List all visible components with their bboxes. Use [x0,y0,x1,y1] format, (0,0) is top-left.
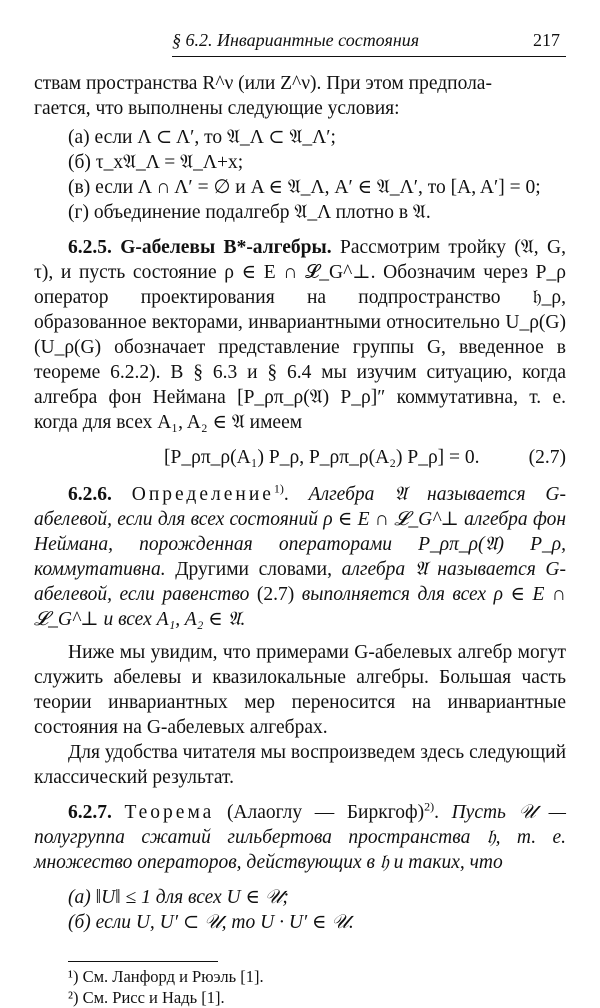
theorem-text: Пусть 𝒰 — полугруппа сжатий гильбертова пространства 𝔥, т. е. множество операторов, действующих в 𝔥 и таких, что [34,802,567,873]
condition-c: (в) если Λ ∩ Λ′ = ∅ и A ∈ 𝔄_Λ, A′ ∈ 𝔄_Λ′, то [A, A′] = 0; [68,177,541,198]
condition-a: (а) если Λ ⊂ Λ′, то 𝔄_Λ ⊂ 𝔄_Λ′; [68,127,336,148]
section-6-2-5 [34,235,566,435]
theorem-condition-a: (а) ‖U‖ ≤ 1 для всех U ∈ 𝒰; [68,887,289,908]
section-text-1: Рассмотрим тройку [340,237,506,258]
definition-label: Определение [131,484,274,505]
footnote-1: ¹) См. Ланфорд и Рюэль [1]. [68,967,264,986]
footnote-2: ²) См. Рисс и Надь [1]. [68,988,225,1007]
paragraph-reader: Для удобства читателя мы воспроизведем здесь следующий классический результат. [34,742,566,788]
paragraph-below: Ниже мы увидим, что примерами G-абелевых алгебр могут служить абелевы и квазилокальные алгебры. Большая часть теории инвариантных мер переносится на инвариантные состояния на G-абелевых алгебрах. [34,642,566,738]
equation-body: [P_ρπ_ρ(A₁) P_ρ, P_ρπ_ρ(A₂) P_ρ] = 0. [164,447,480,468]
theorem-condition-b: (б) если U, U′ ⊂ 𝒰, то U · U′ ∈ 𝒰. [68,912,354,933]
section-number: 6.2.5. [68,237,112,258]
definition-text-2: алгебра 𝔄 называется G-абелевой, если равенство [34,559,567,605]
definition-text: Алгебра 𝔄 называется G-абелевой, если для всех состояний ρ ∈ E ∩ 𝓛_G^⊥ алгебра фон Неймана, порожденная операторами P_ρπ_ρ(𝔄) P_ρ, коммутативна. [34,484,567,580]
footnote-mark-1: 1) [273,481,284,496]
equation-number: (2.7) [528,447,566,468]
header-title: § 6.2. Инвариантные состояния [172,30,420,50]
intro-line-1: ствам пространства R^ν (или Z^ν). При этом предпола- [34,73,492,94]
page-number: 217 [533,30,560,50]
section-text-3: через P_ρ оператор проектирования на подпространство 𝔥_ρ, образованное векторами, инвариантными относительно U_ρ(G) (U_ρ(G) обозначает представление группы G, введенное в теореме 6.2.2). В § 6.3 и § 6.4 мы изучим ситуацию, когда алгебра фон Неймана [P_ρπ_ρ(𝔄) P_ρ]″ коммутативна, т. е. когда для всех A₁, A₂ ∈ 𝔄 имеем [34,262,566,433]
condition-b: (б) τ_x𝔄_Λ = 𝔄_Λ+x; [68,152,244,173]
theorem-conditions [34,885,566,935]
equation-reference: (2.7) [256,584,295,605]
header-rule [172,56,566,57]
footnote-mark-2: 2) [424,799,435,814]
intro-paragraph [34,71,566,121]
section-6-2-6: 6.2.6. Определение$^{1)}$. Алгебра 𝔄 называется G-абелевой, если для всех состояний ρ ∈ E ∩ 𝓛_G^⊥ алгебра фон Неймана, порожденная операторами P_ρπ_ρ(𝔄) P_ρ, коммутативна. Другими словами, алгебра 𝔄 называется G-абелевой, если равенство (2.7) выполняется для всех ρ ∈ E ∩ 𝓛_G^⊥ и всех A₁, A₂ ∈ 𝔄. [34,481,567,630]
conditions-list [34,125,566,225]
theorem-label: Теорема [124,802,215,823]
footnote-rule [68,961,218,962]
section-title: G-абелевы B*-алгебры. [120,237,332,258]
equation-2-7 [34,445,566,470]
section-text-2: (𝔄, G, τ), и пусть состояние ρ ∈ E ∩ 𝓛_G^⊥. Обозначим [34,237,567,283]
section-number: 6.2.7. [68,802,112,823]
section-number: 6.2.6. [68,484,112,505]
definition-text-3: выполняется для всех ρ ∈ E ∩ 𝓛_G^⊥ и всех A₁, A₂ ∈ 𝔄. [34,584,567,630]
condition-d: (г) объединение подалгебр 𝔄_Λ плотно в 𝔄. [68,202,431,223]
running-header [34,28,566,54]
intro-line-2: гается, что выполнены следующие условия: [34,98,400,119]
definition-roman: Другими словами, [175,559,332,580]
section-6-2-7: 6.2.7. Теорема (Алаоглу — Биркгоф)$^{2)}$. Пусть 𝒰 — полугруппа сжатий гильбертова пространства 𝔥, т. е. множество операторов, действующих в 𝔥 и таких, что [34,799,567,873]
theorem-attribution: (Алаоглу — Биркгоф) [226,802,425,823]
